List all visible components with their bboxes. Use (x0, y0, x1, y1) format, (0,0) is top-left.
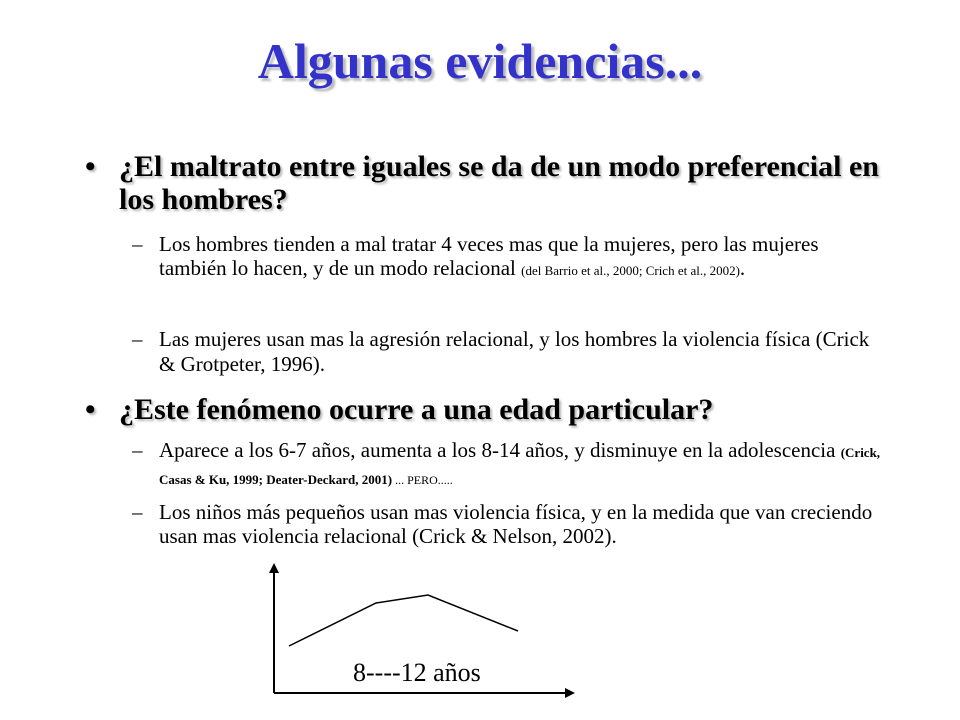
sub-point-age-onset (132, 438, 884, 492)
sub-point-age-shift (132, 500, 884, 548)
sub-point-text: Aparece a los 6-7 años, aumenta a los 8-14 años, y disminuye en la adolescencia (159, 438, 841, 462)
sub-point-text: Las mujeres usan mas la agresión relacional, y los hombres la violencia física (159, 327, 816, 351)
slide-title: Algunas evidencias... (257, 33, 703, 89)
sub-point-aggression-type (132, 327, 884, 377)
sub-point-dash: – (132, 327, 143, 351)
sub-point-text: Los hombres tienden a mal tratar 4 veces mas que la mujeres, pero las mujeres también lo hacen, y de un modo relacional (159, 232, 819, 280)
citation: (del Barrio et al., 2000; Crich et al., 2002) (521, 263, 740, 278)
sub-point-content: Los niños más pequeños usan mas violencia física, y en la medida que van creciendo usan mas violencia relacional (Crick & Nelson, 2002). (159, 500, 873, 548)
bullet-mark: • (85, 393, 96, 426)
sub-point-content (132, 232, 884, 283)
sub-point-dash: – (132, 232, 143, 256)
bullet-question-gender (85, 150, 885, 216)
question-text: ¿Este fenómeno ocurre a una edad particular? (119, 393, 714, 426)
sub-point-dash: – (132, 500, 143, 524)
bullet-question-age (85, 393, 885, 426)
citation: (Crick & Grotpeter, 1996). (159, 327, 870, 376)
trend-line (289, 595, 518, 646)
sub-point-tail: . (739, 256, 746, 280)
sub-point-tail: ... PERO..... (392, 473, 453, 487)
question-text: ¿El maltrato entre iguales se da de un modo preferencial en los hombres? (119, 150, 879, 216)
sub-point-content (132, 438, 884, 492)
bullet-mark: • (85, 150, 96, 183)
sub-point-dash: – (132, 438, 143, 462)
citation: (Crick, Casas & Ku, 1999; Deater-Deckard, 2001) (159, 445, 881, 487)
age-axis-label: 8----12 años (353, 658, 481, 687)
sub-point-gender-rate (132, 232, 884, 283)
sub-point-content (132, 327, 884, 377)
